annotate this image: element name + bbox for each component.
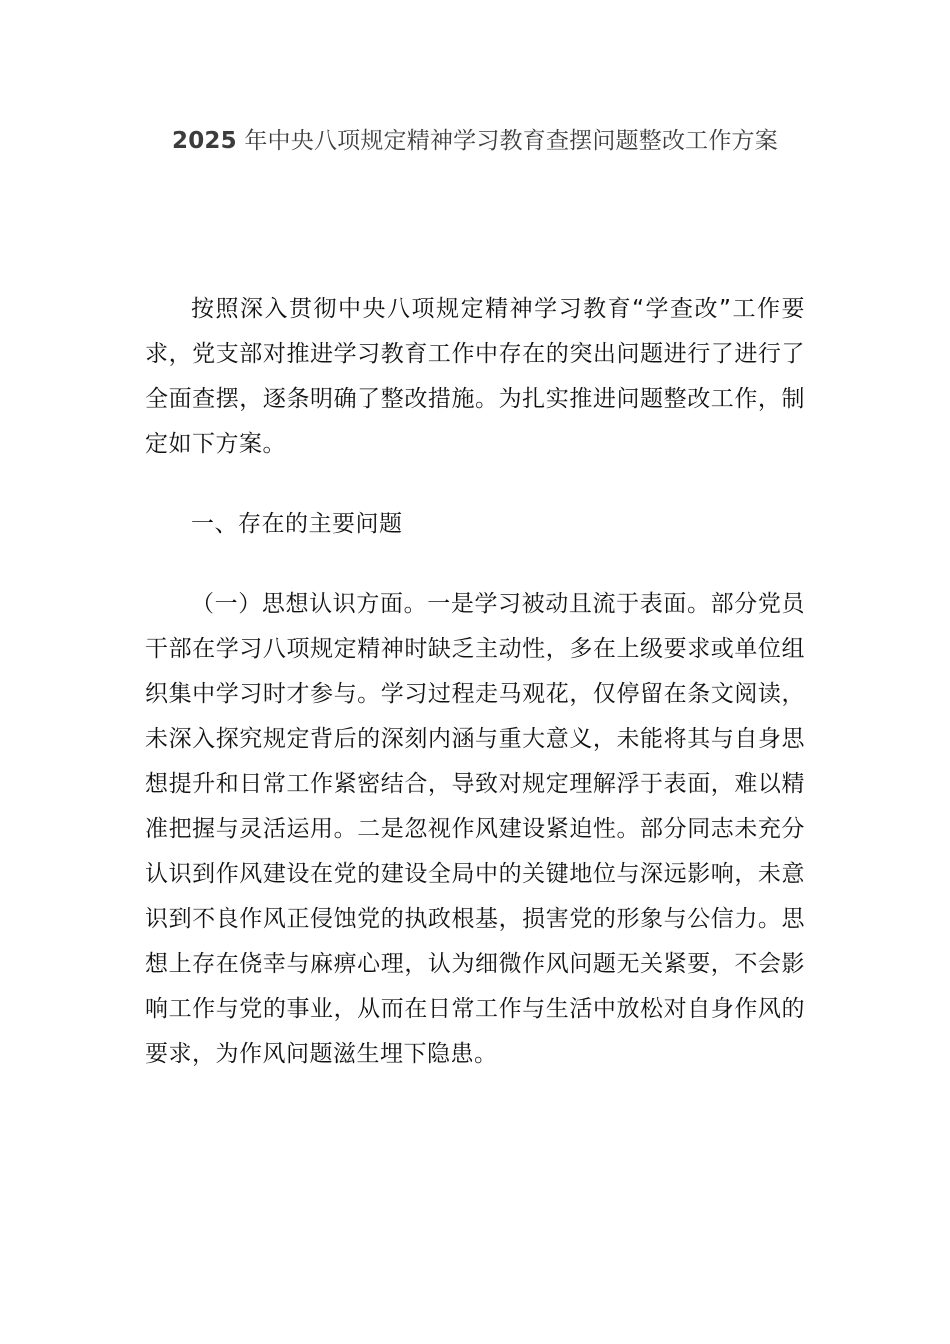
ideological-awareness-paragraph: （一）思想认识方面。一是学习被动且流于表面。部分党员干部在学习八项规定精神时缺乏主动性，多在上级要求或单位组织集中学习时才参与。学习过程走马观花，仅停留在条文阅读，未深入探究规定背后的深刻内涵与重大意义，未能将其与自身思想提升和日常工作紧密结合，导致对规定理解浮于表面，难以精准把握与灵活运用。二是忽视作风建设紧迫性。部分同志未充分认识到作风建设在党的建设全局中的关键地位与深远影响，未意识到不良作风正侵蚀党的执政根基，损害党的形象与公信力。思想上存在侥幸与麻痹心理，认为细微作风问题无关紧要，不会影响工作与党的事业，从而在日常工作与生活中放松对自身作风的要求，为作风问题滋生埋下隐患。 (145, 591, 805, 1067)
document-title (145, 118, 805, 164)
title-year: 2025 (172, 128, 237, 154)
section-heading-main-problems: 一、存在的主要问题 (191, 511, 403, 537)
title-text: 年中央八项规定精神学习教育查摆问题整改工作方案 (244, 128, 778, 154)
intro-paragraph: 按照深入贯彻中央八项规定精神学习教育“学查改”工作要求，党支部对推进学习教育工作中存在的突出问题进行了进行了全面查摆，逐条明确了整改措施。为扎实推进问题整改工作，制定如下方案。 (145, 296, 805, 457)
